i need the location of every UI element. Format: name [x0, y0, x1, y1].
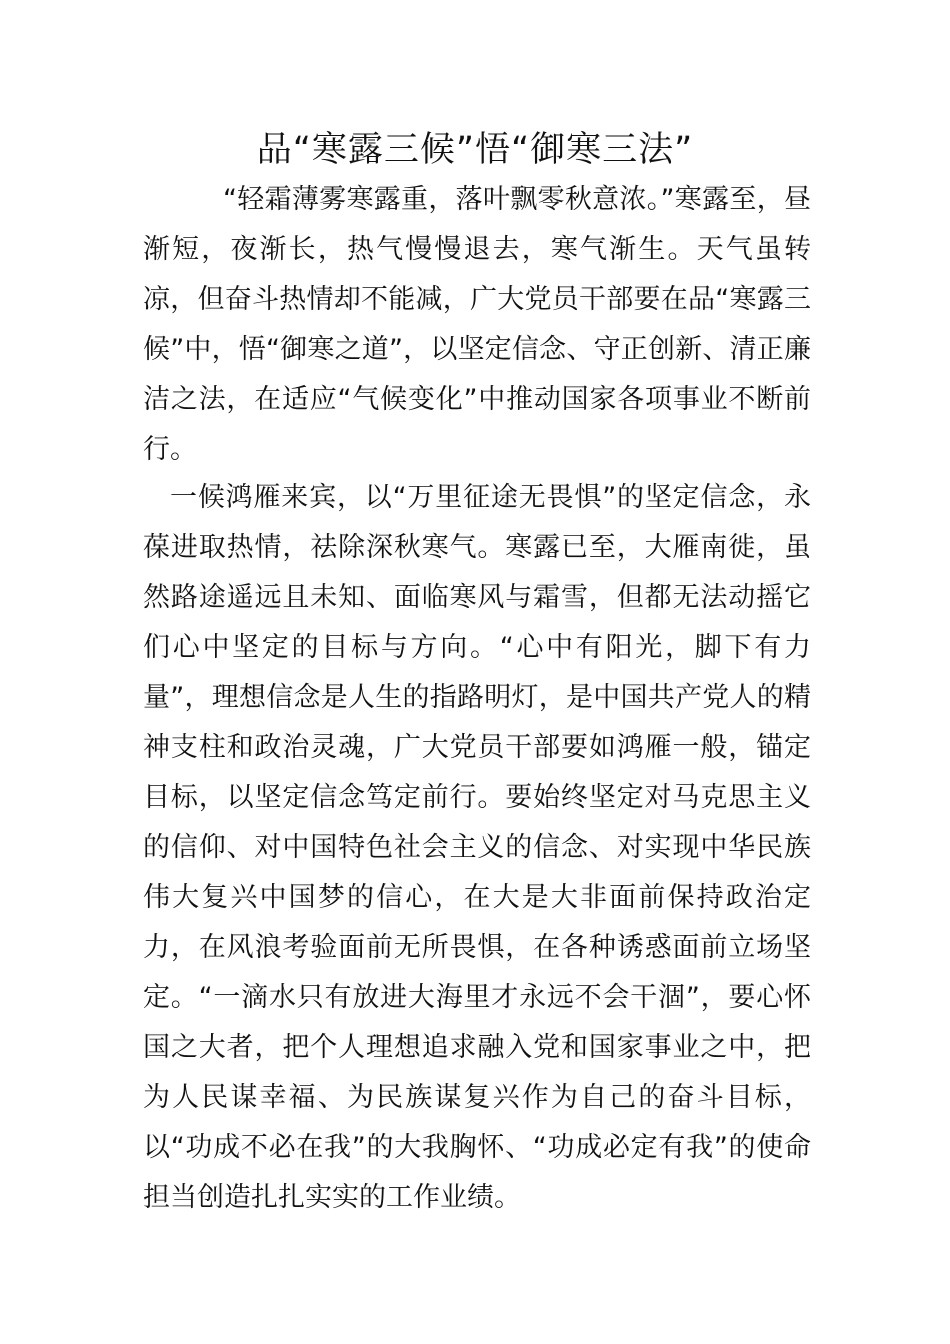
paragraph-2: 一候鸿雁来宾，以“万里征途无畏惧”的坚定信念，永葆进取热情，祛除深秋寒气。寒露已至，大雁南徙，虽然路途遥远且未知、面临寒风与霜雪，但都无法动摇它们心中坚定的目标与方向。“心中有阳光，脚下有力量”，理想信念是人生的指路明灯，是中国共产党人的精神支柱和政治灵魂，广大党员干部要如鸿雁一般，锚定目标，以坚定信念笃定前行。要始终坚定对马克思主义的信仰、对中国特色社会主义的信念、对实现中华民族伟大复兴中国梦的信心，在大是大非面前保持政治定力，在风浪考验面前无所畏惧，在各种诱惑面前立场坚定。“一滴水只有放进大海里才永远不会干涸”，要心怀国之大者，把个人理想追求融入党和国家事业之中，把为人民谋幸福、为民族谋复兴作为自己的奋斗目标，以“功成不必在我”的大我胸怀、“功成必定有我”的使命担当创造扎扎实实的工作业绩。	[143, 482, 811, 1213]
document-title: 品“寒露三候”悟“御寒三法”	[256, 130, 694, 170]
paragraph-1: “轻霜薄雾寒露重，落叶飘零秋意浓。”寒露至，昼渐短，夜渐长，热气慢慢退去，寒气渐生。天气虽转凉，但奋斗热情却不能减，广大党员干部要在品“寒露三候”中，悟“御寒之道”，以坚定信念、守正创新、清正廉洁之法，在适应“气候变化”中推动国家各项事业不断前行。	[143, 184, 811, 465]
